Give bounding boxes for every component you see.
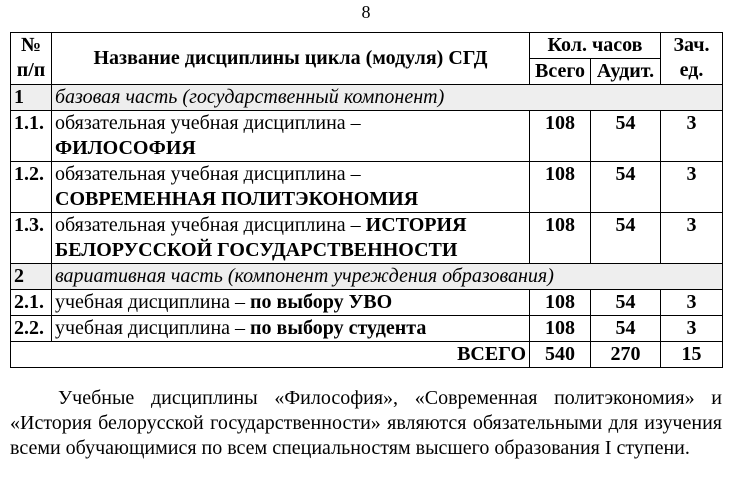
discipline-cell: [52, 213, 530, 264]
discipline-prefix: обязательная учебная дисциплина –: [55, 112, 361, 134]
hours-audit: 54: [591, 316, 661, 342]
table-row: [11, 111, 723, 162]
credits: 3: [661, 290, 723, 316]
row-number: 2.1.: [11, 290, 52, 316]
table-header-row: [11, 33, 723, 59]
totals-label: ВСЕГО: [11, 342, 530, 368]
discipline-prefix: учебная дисциплина –: [55, 317, 251, 339]
section-label: вариативная часть (компонент учреждения образования): [52, 264, 723, 290]
discipline-title: СОВРЕМЕННАЯ ПОЛИТЭКОНОМИЯ: [55, 188, 419, 210]
row-number: 1.1.: [11, 111, 52, 162]
body-paragraph-text: Учебные дисциплины «Философия», «Современная политэкономия» и «История белорусской государственности» являются обязательными для изучения всеми обучающимися по всем специальностям высшего образования I ступени.: [10, 387, 722, 459]
section-row-variative: [11, 264, 723, 290]
totals-credits: 15: [661, 342, 723, 368]
hours-audit: 54: [591, 162, 661, 213]
header-hours-audit: Аудит.: [591, 59, 661, 85]
header-number-line1: №: [20, 34, 42, 56]
header-credits-line2: ед.: [679, 59, 704, 81]
header-number-line2: п/п: [16, 59, 46, 81]
table-row: [11, 316, 723, 342]
disciplines-table: [10, 32, 723, 368]
hours-total: 108: [530, 162, 591, 213]
discipline-title: по выбору УВО: [250, 291, 393, 313]
row-number: 1.3.: [11, 213, 52, 264]
header-discipline-name: Название дисциплины цикла (модуля) СГД: [52, 33, 530, 85]
header-hours: Кол. часов: [530, 33, 661, 59]
hours-audit: 54: [591, 111, 661, 162]
hours-total: 108: [530, 213, 591, 264]
discipline-prefix: обязательная учебная дисциплина –: [55, 163, 361, 185]
header-credits-line1: Зач.: [673, 34, 710, 56]
section-label: базовая часть (государственный компонент): [52, 85, 723, 111]
section-number: 2: [11, 264, 52, 290]
discipline-cell: [52, 111, 530, 162]
page-number: 8: [361, 2, 371, 22]
discipline-prefix: учебная дисциплина –: [55, 291, 251, 313]
credits: 3: [661, 111, 723, 162]
discipline-cell: [52, 162, 530, 213]
totals-hours-total: 540: [530, 342, 591, 368]
header-hours-total: Всего: [530, 59, 591, 85]
credits: 3: [661, 316, 723, 342]
hours-audit: 54: [591, 290, 661, 316]
discipline-cell: [52, 316, 530, 342]
hours-total: 108: [530, 290, 591, 316]
totals-hours-audit: 270: [591, 342, 661, 368]
discipline-title: ИСТОРИЯ БЕЛОРУССКОЙ ГОСУДАРСТВЕННОСТИ: [55, 214, 467, 261]
table-row: [11, 290, 723, 316]
hours-audit: 54: [591, 213, 661, 264]
credits: 3: [661, 162, 723, 213]
hours-total: 108: [530, 316, 591, 342]
hours-total: 108: [530, 111, 591, 162]
discipline-title: по выбору студента: [250, 317, 427, 339]
discipline-title: ФИЛОСОФИЯ: [55, 137, 196, 159]
body-paragraph: [10, 386, 722, 461]
section-row-base: [11, 85, 723, 111]
totals-row: [11, 342, 723, 368]
header-credits: [661, 33, 723, 85]
table-row: [11, 213, 723, 264]
row-number: 2.2.: [11, 316, 52, 342]
discipline-prefix: обязательная учебная дисциплина –: [55, 214, 366, 236]
section-number: 1: [11, 85, 52, 111]
credits: 3: [661, 213, 723, 264]
table-row: [11, 162, 723, 213]
header-number: [11, 33, 52, 85]
row-number: 1.2.: [11, 162, 52, 213]
discipline-cell: [52, 290, 530, 316]
